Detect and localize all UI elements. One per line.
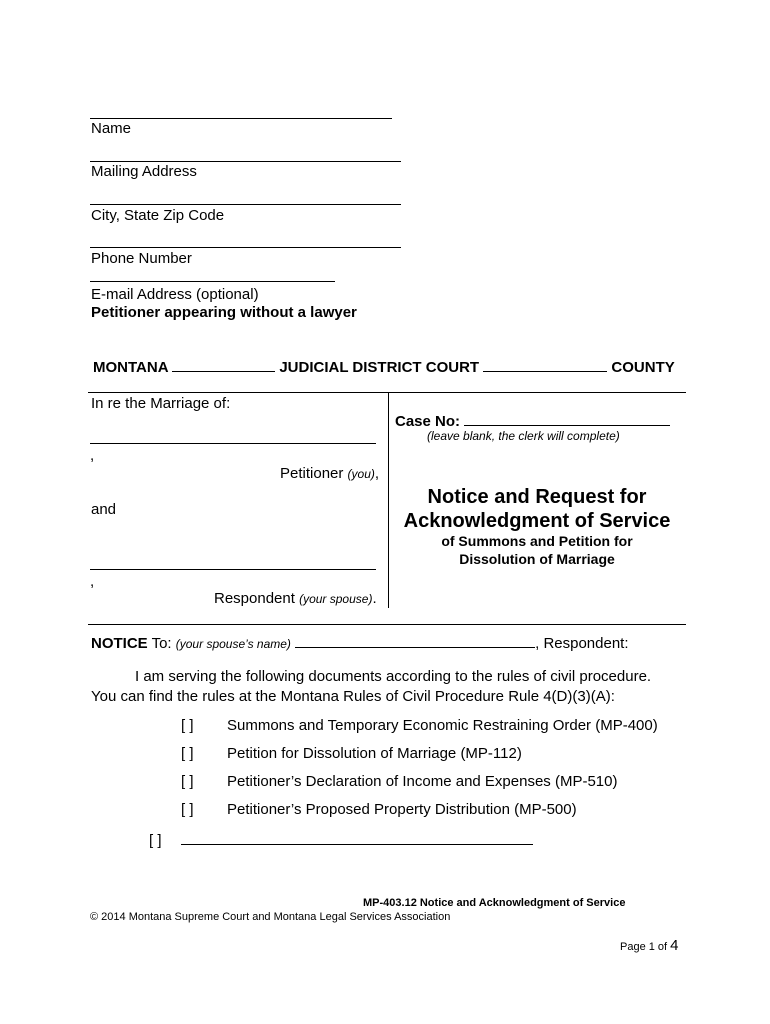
document-label: Summons and Temporary Economic Restraining Order (MP-400) [227,717,658,734]
copyright: © 2014 Montana Supreme Court and Montana Legal Services Association [90,911,451,923]
notice-paragraph-line-1: I am serving the following documents according to the rules of civil procedure. [135,668,652,685]
city-state-zip-label: City, State Zip Code [91,207,225,224]
petitioner-name-line[interactable] [90,443,376,444]
other-document-item [149,830,533,849]
document-item [181,717,658,734]
document-label: Petitioner’s Proposed Property Distribution (MP-500) [227,801,577,818]
case-no-blank[interactable] [464,411,670,426]
document-item [181,745,522,762]
form-id: MP-403.12 Notice and Acknowledgment of Service [363,897,626,909]
case-no-label: Case No: [395,413,461,430]
phone-line[interactable] [90,247,401,248]
document-label: Petitioner’s Declaration of Income and Expenses (MP-510) [227,773,618,790]
respondent-name-line[interactable] [90,569,376,570]
name-line[interactable] [90,118,392,119]
email-line[interactable] [90,281,335,282]
case-no-row [395,411,670,430]
caption-bottom-rule [88,624,686,625]
petitioner-note: Petitioner appearing without a lawyer [91,304,357,321]
name-label: Name [91,120,132,137]
mailing-address-label: Mailing Address [91,163,197,180]
court-state: MONTANA [93,359,168,376]
notice-row [91,633,629,652]
other-document-blank[interactable] [181,830,533,845]
court-county: COUNTY [611,359,675,376]
in-re-label: In re the Marriage of: [91,395,231,412]
phone-label: Phone Number [91,250,192,267]
respondent-label: Respondent (your spouse). [214,590,377,607]
notice-paragraph-line-2: You can find the rules at the Montana Rules of Civil Procedure Rule 4(D)(3)(A): [91,688,615,705]
document-checkbox[interactable]: [ ] [181,745,194,762]
subtitle-line-1: of Summons and Petition for [441,533,633,549]
notice-respondent: , Respondent: [535,635,629,652]
document-item [181,801,577,818]
caption-top-rule [88,392,686,393]
document-checkbox[interactable]: [ ] [181,773,194,790]
spouse-name-blank[interactable] [295,633,535,648]
page-label: Page 1 of [620,941,668,953]
other-document-checkbox[interactable]: [ ] [149,832,162,849]
page-number [620,937,679,954]
case-no-note: (leave blank, the clerk will complete) [427,429,620,443]
respondent-text: Respondent [214,590,295,607]
court-heading [93,357,675,376]
court-district: JUDICIAL DISTRICT COURT [279,359,480,376]
document-checkbox[interactable]: [ ] [181,801,194,818]
mailing-address-line[interactable] [90,161,401,162]
email-label: E-mail Address (optional) [91,286,259,303]
subtitle-line-2: Dissolution of Marriage [459,551,615,567]
respondent-comma: , [90,573,95,590]
title-line-2: Acknowledgment of Service [403,510,671,532]
document-item [181,773,617,790]
petitioner-you-hint: (you) [347,467,375,481]
respondent-spouse-hint: (your spouse) [299,592,373,606]
petitioner-label: Petitioner (you), [280,465,380,482]
district-number-blank[interactable] [172,357,275,372]
page-total: 4 [670,937,679,954]
document-label: Petition for Dissolution of Marriage (MP-112) [227,745,522,762]
spouse-name-hint: (your spouse’s name) [175,637,291,651]
document-checkbox[interactable]: [ ] [181,717,194,734]
city-state-zip-line[interactable] [90,204,401,205]
county-name-blank[interactable] [483,357,607,372]
notice-label: NOTICE [91,635,148,652]
petitioner-text: Petitioner [280,465,344,482]
petitioner-comma: , [90,447,95,464]
and-label: and [91,501,117,518]
notice-to: To: [151,635,172,652]
title-line-1: Notice and Request for [427,486,647,508]
